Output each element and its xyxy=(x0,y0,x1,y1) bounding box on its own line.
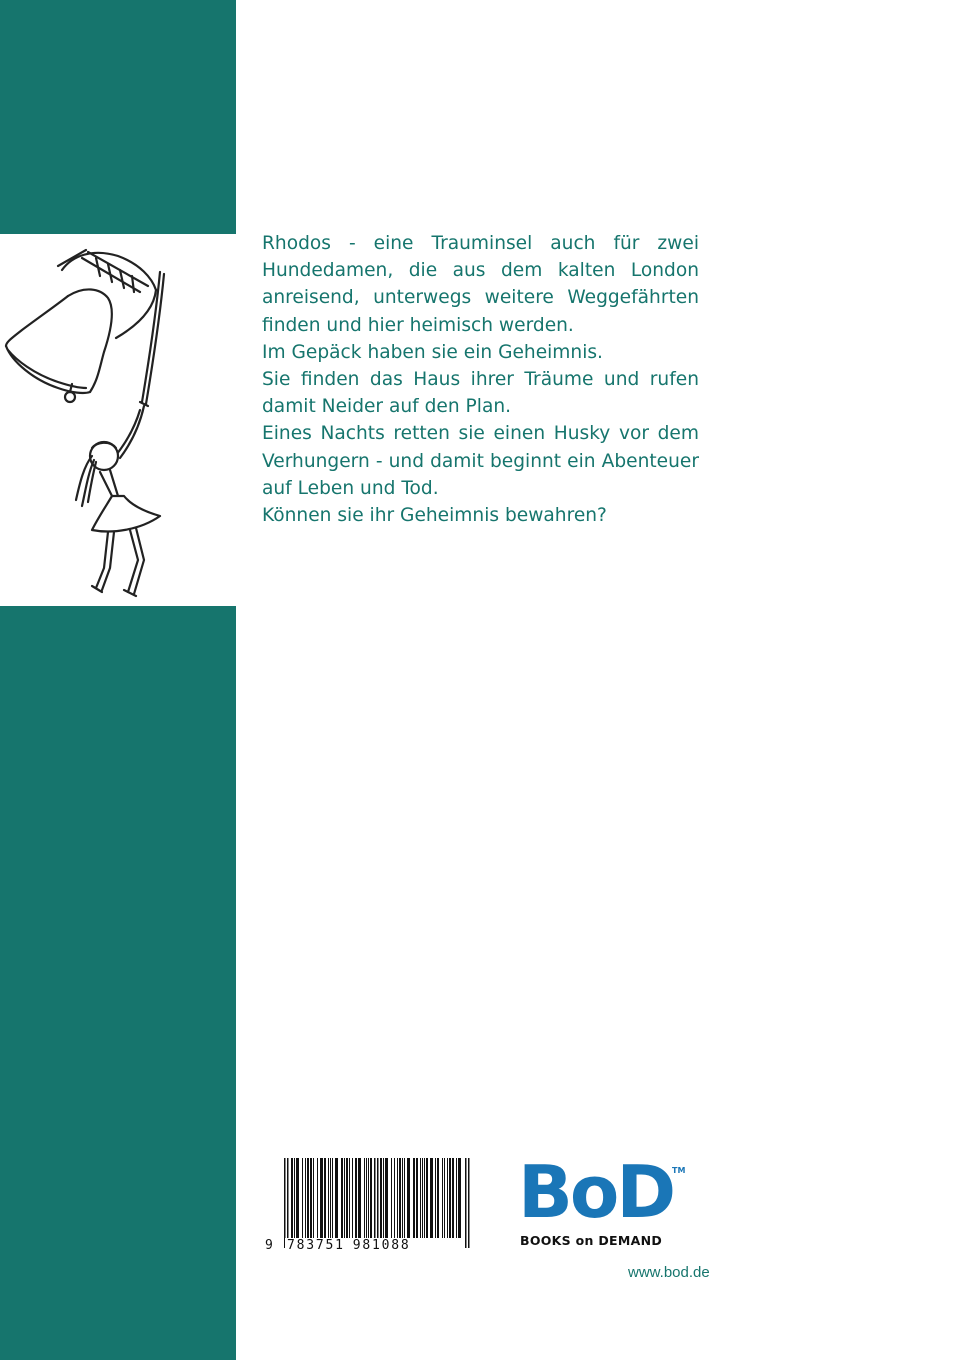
barcode-bar xyxy=(458,1158,461,1238)
barcode-bar xyxy=(366,1158,367,1238)
barcode-bar xyxy=(370,1158,372,1238)
back-cover-blurb xyxy=(262,230,699,529)
barcode-bar xyxy=(330,1158,331,1238)
barcode-bar xyxy=(332,1158,333,1238)
barcode-bar xyxy=(416,1158,418,1238)
barcode-bar xyxy=(352,1158,353,1238)
barcode-bar xyxy=(426,1158,428,1238)
bell-and-girl-drawing-icon xyxy=(0,234,236,606)
barcode-guard-bar xyxy=(287,1158,289,1248)
barcode-guard-bar xyxy=(284,1158,286,1248)
isbn-first-digit: 9 xyxy=(265,1238,273,1253)
barcode-bar xyxy=(383,1158,384,1238)
barcode-bar xyxy=(380,1158,382,1238)
publisher-tagline: BOOKS on DEMAND xyxy=(520,1233,663,1248)
barcode-bar xyxy=(310,1158,312,1238)
barcode-bar xyxy=(402,1158,403,1238)
barcode-guard-bar xyxy=(468,1158,470,1248)
blurb-paragraph: Rhodos - eine Trauminsel auch für zwei Hundedamen, die aus dem kalten London anreisend, unterwegs weitere Weggefährten finden und hier heimisch werden. xyxy=(262,233,699,336)
barcode-bar xyxy=(385,1158,388,1238)
publisher-logo xyxy=(518,1150,688,1254)
blurb-paragraph: Können sie ihr Geheimnis bewahren? xyxy=(262,505,607,527)
barcode-bar xyxy=(328,1158,329,1238)
isbn-digits xyxy=(262,1238,470,1253)
barcode-bar xyxy=(341,1158,343,1238)
barcode-bar xyxy=(437,1158,439,1238)
barcode-bar xyxy=(422,1158,423,1238)
publisher-url: www.bod.de xyxy=(628,1264,710,1281)
blurb-paragraph: Eines Nachts retten sie einen Husky vor dem Verhungern - und damit beginnt ein Abenteuer auf Leben und Tod. xyxy=(262,423,699,499)
barcode-bar xyxy=(302,1158,303,1238)
barcode-bar xyxy=(435,1158,436,1238)
publisher-logo-text: BoD xyxy=(518,1150,674,1234)
barcode-bar xyxy=(407,1158,410,1238)
barcode-bar xyxy=(399,1158,401,1238)
barcode-bar xyxy=(368,1158,369,1238)
barcode-guard-bar xyxy=(465,1158,467,1248)
barcode-bar xyxy=(349,1158,350,1238)
trademark-mark: TM xyxy=(672,1166,686,1175)
barcode-bar xyxy=(394,1158,395,1238)
barcode-bar xyxy=(449,1158,451,1238)
barcode-bar xyxy=(294,1158,295,1238)
barcode-bar xyxy=(305,1158,306,1238)
barcode-bar xyxy=(420,1158,421,1238)
barcode-bar xyxy=(344,1158,345,1238)
isbn-left-group: 783751 xyxy=(287,1238,345,1253)
teal-band-top xyxy=(0,0,236,234)
barcode-bar xyxy=(335,1158,338,1238)
barcode-bar xyxy=(291,1158,293,1238)
barcode-bar xyxy=(430,1158,433,1238)
barcode-bar xyxy=(317,1158,318,1238)
barcode-bar xyxy=(364,1158,365,1238)
barcode-bar xyxy=(313,1158,314,1238)
blurb-paragraph: Im Gepäck haben sie ein Geheimnis. xyxy=(262,341,603,363)
barcode-bar xyxy=(442,1158,443,1238)
teal-band-bottom xyxy=(0,606,236,1360)
blurb-paragraph: Sie finden das Haus ihrer Träume und rufen damit Neider auf den Plan. xyxy=(262,369,699,418)
isbn-right-group: 981088 xyxy=(352,1238,411,1253)
barcode-bar xyxy=(404,1158,405,1238)
barcode-bar xyxy=(358,1158,361,1238)
barcode-guard-bar xyxy=(377,1158,379,1248)
barcode-bar xyxy=(444,1158,445,1238)
barcode-bar xyxy=(320,1158,323,1238)
barcode-bar xyxy=(296,1158,299,1238)
barcode-bar xyxy=(391,1158,392,1238)
barcode-bar xyxy=(324,1158,326,1238)
barcode-bar xyxy=(346,1158,348,1238)
barcode-bar xyxy=(452,1158,454,1238)
barcode-bar xyxy=(456,1158,457,1238)
barcode-bar xyxy=(413,1158,415,1238)
barcode-bar xyxy=(424,1158,425,1238)
barcode-bar xyxy=(307,1158,309,1238)
barcode-guard-bar xyxy=(374,1158,376,1248)
barcode-bar xyxy=(447,1158,448,1238)
barcode-bar xyxy=(355,1158,357,1238)
barcode-bar xyxy=(397,1158,398,1238)
